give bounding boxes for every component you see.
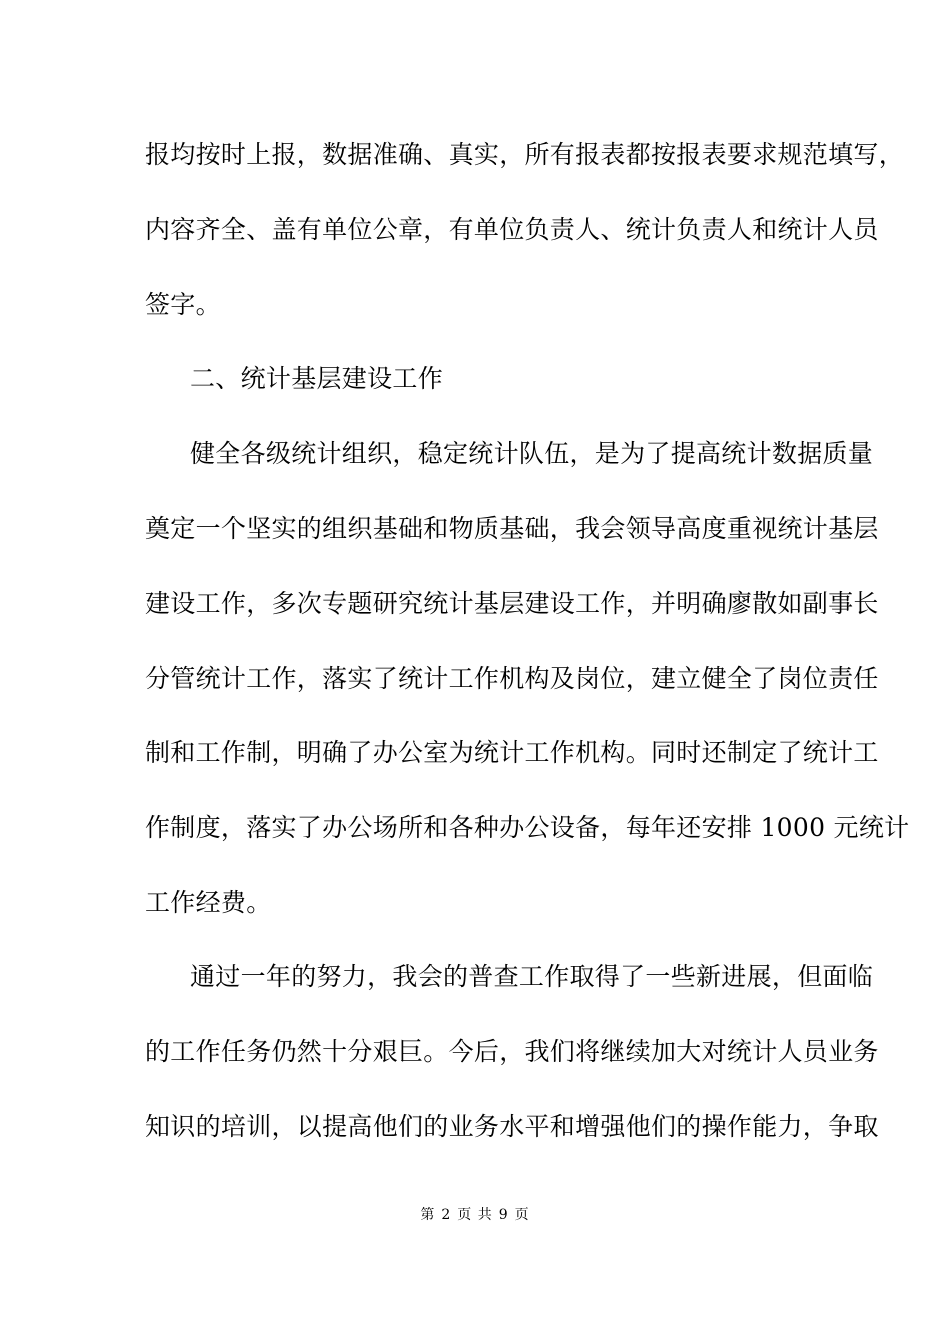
footer-current-page: 2 [441,1207,452,1223]
page-footer [0,1206,950,1224]
text-line: 通过一年的努力，我会的普查工作取得了一些新进展，但面临 [190,962,874,991]
footer-total-pages: 9 [498,1207,509,1223]
footer-middle: 页 共 [457,1207,493,1223]
text-line: 分管统计工作，落实了统计工作机构及岗位，建立健全了岗位责任 [145,664,879,693]
text-line: 内容齐全、盖有单位公章，有单位负责人、统计负责人和统计人员 [145,215,879,244]
text-line: 报均按时上报，数据准确、真实，所有报表都按报表要求规范填写， [145,140,905,169]
text-line: 工作经费。 [145,888,272,917]
text-line: 健全各级统计组织，稳定统计队伍，是为了提高统计数据质量 [190,439,874,468]
text-line: 奠定一个坚实的组织基础和物质基础，我会领导高度重视统计基层 [145,514,879,543]
text-line: 知识的培训，以提高他们的业务水平和增强他们的操作能力，争取 [145,1112,879,1141]
text-line: 制和工作制，明确了办公室为统计工作机构。同时还制定了统计工 [145,738,879,767]
section-heading: 二、统计基层建设工作 [190,364,444,393]
text-line: 签字。 [145,290,221,319]
text-line: 作制度，落实了办公场所和各种办公设备，每年还安排 1000 元统计 [145,813,910,842]
text-line: 建设工作，多次专题研究统计基层建设工作，并明确廖散如副事长 [145,589,879,618]
footer-prefix: 第 [420,1207,436,1223]
text-line: 的工作任务仍然十分艰巨。今后，我们将继续加大对统计人员业务 [145,1037,879,1066]
footer-suffix: 页 [514,1207,530,1223]
